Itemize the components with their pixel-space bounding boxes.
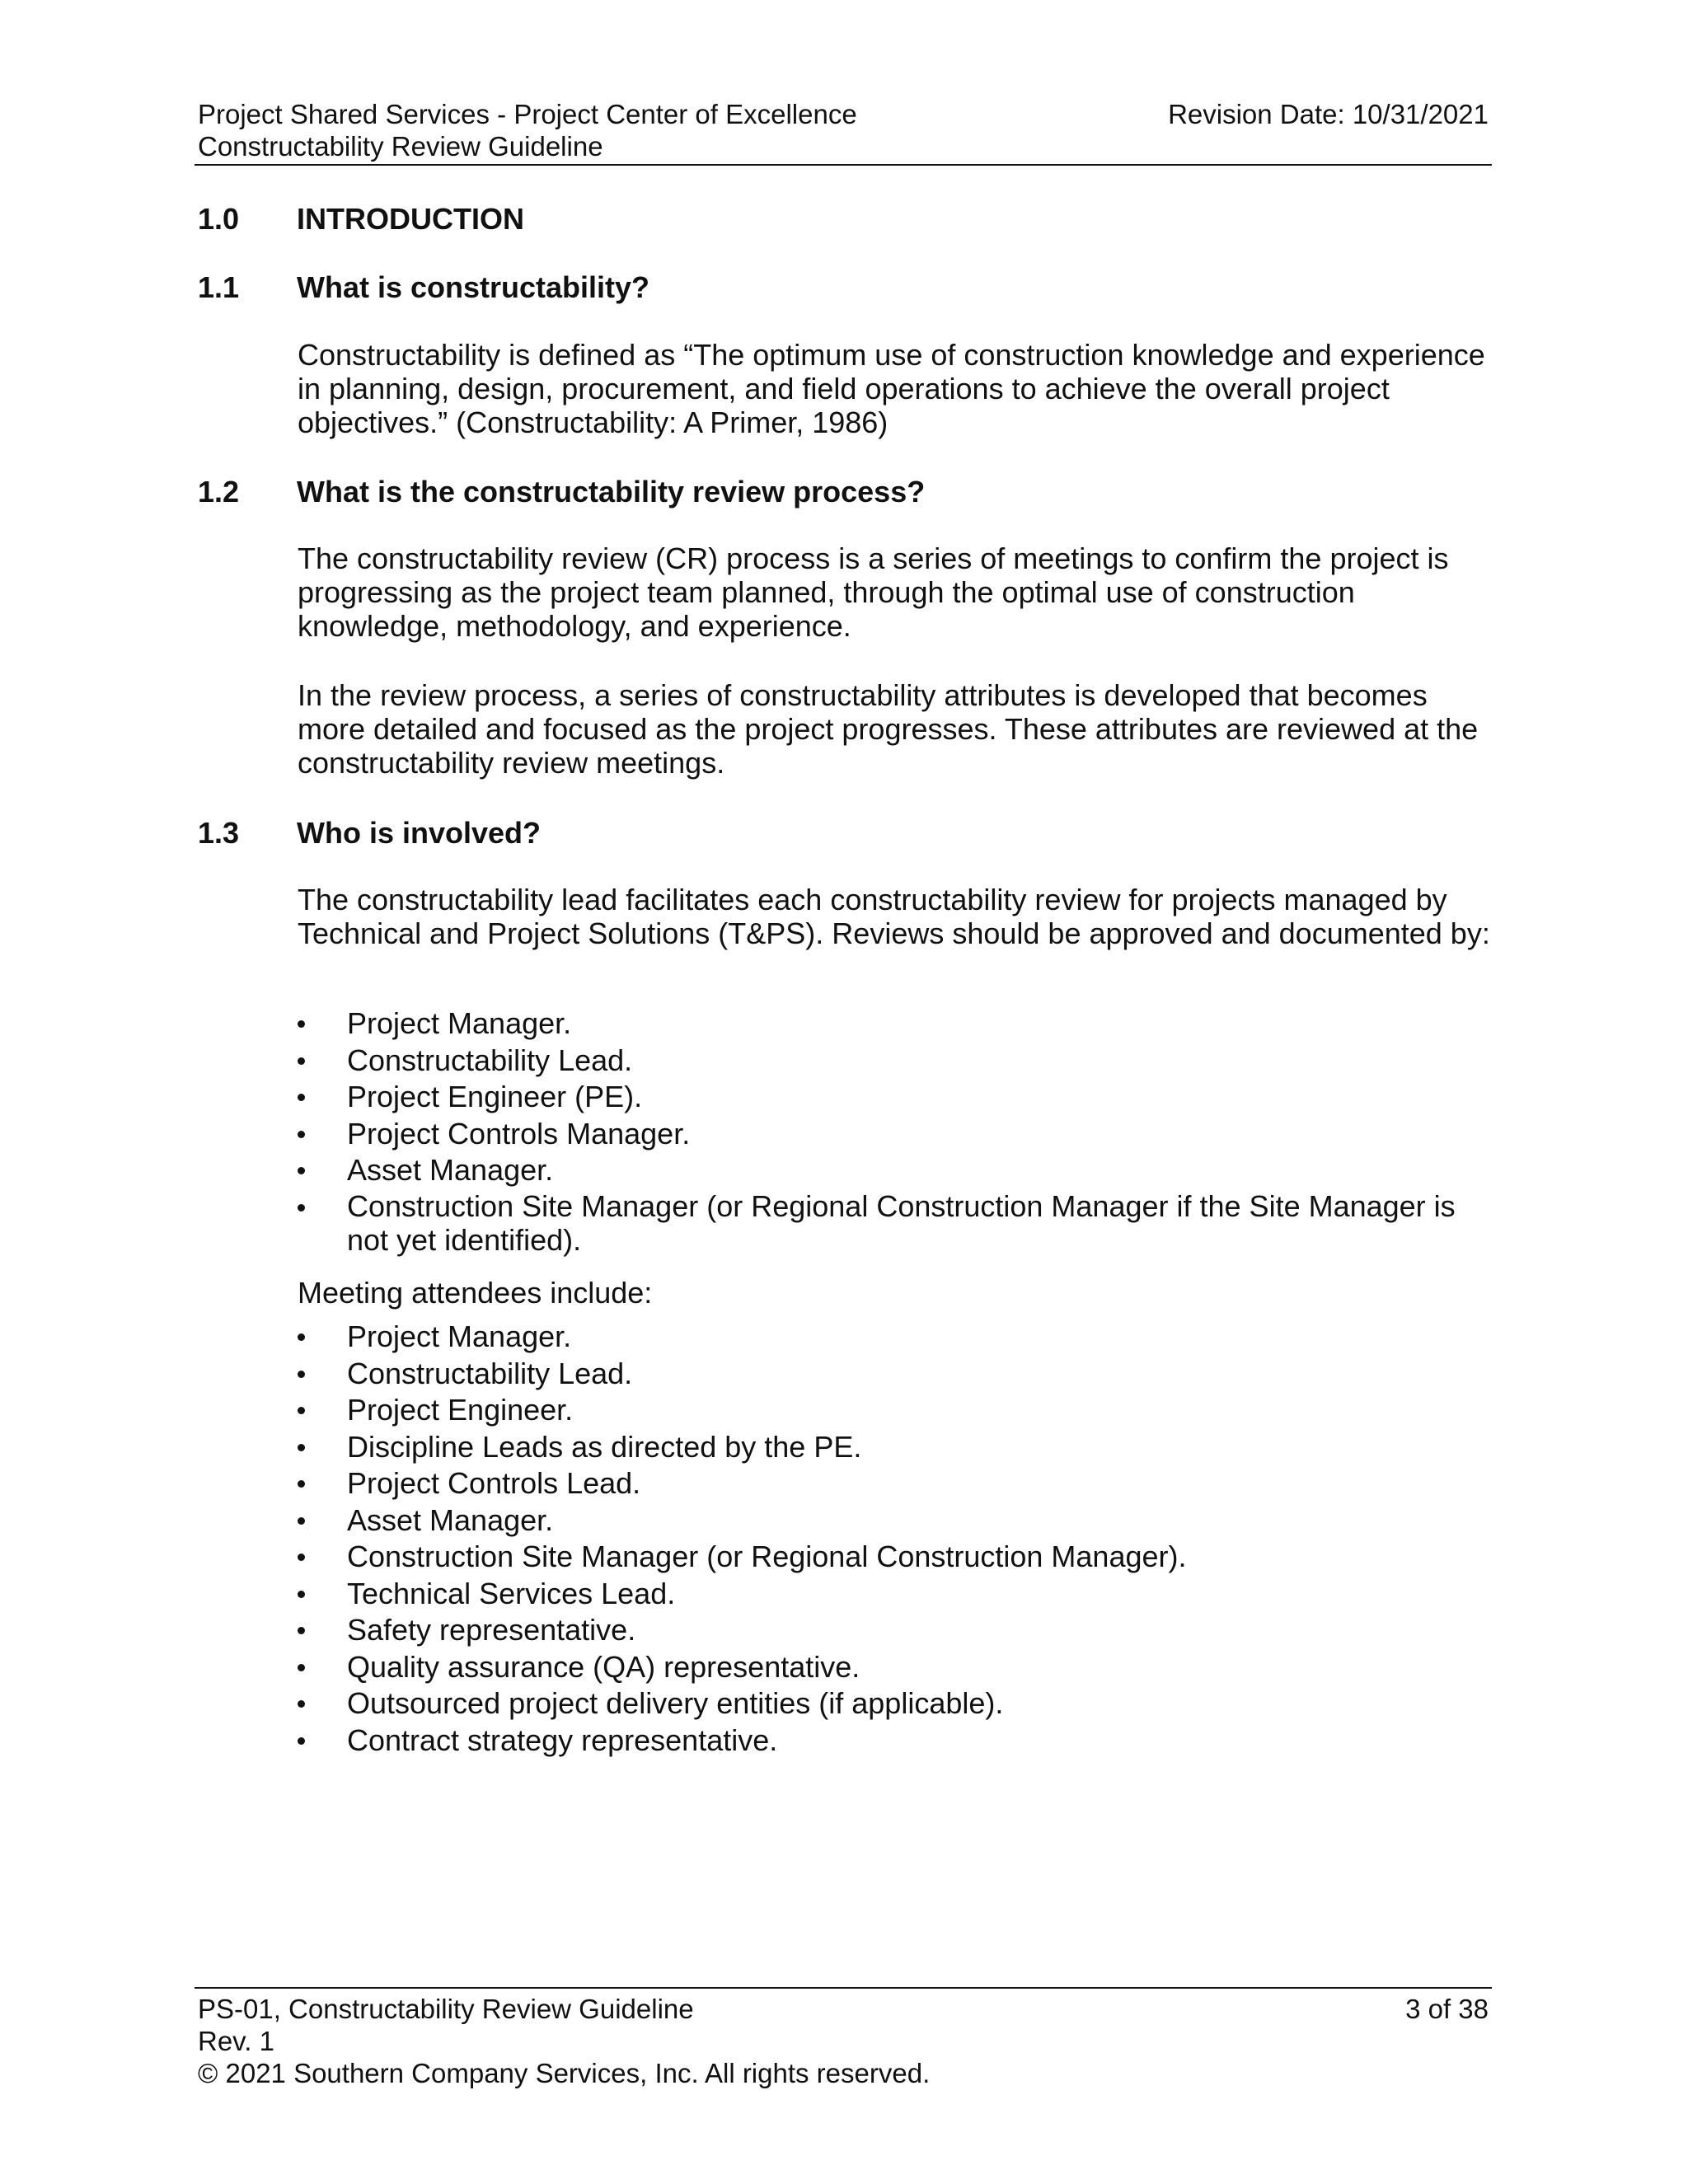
approvers-list bbox=[298, 1005, 1501, 1257]
list-item: Construction Site Manager (or Regional Construction Manager). bbox=[298, 1539, 1501, 1576]
bullet-icon bbox=[298, 1131, 305, 1138]
section-title: Who is involved? bbox=[297, 816, 542, 850]
page-footer bbox=[198, 1993, 1489, 2025]
footer-revision: Rev. 1 bbox=[198, 2026, 274, 2056]
paragraph-constructability-definition: Constructability is defined as “The optimum use of construction knowledge and experience in planning, design, procurement, and field operations to achieve the overall project objectives.” (Constructability: A Primer, 1986) bbox=[298, 338, 1485, 439]
page-header bbox=[198, 98, 1489, 130]
bullet-icon bbox=[298, 1480, 305, 1488]
paragraph-who-involved: The constructability lead facilitates each constructability review for projects managed by Technical and Project Solutions (T&PS). Reviews should be approved and documented by: bbox=[298, 883, 1490, 950]
footer-rule bbox=[195, 1987, 1492, 1989]
bullet-icon bbox=[298, 1371, 305, 1378]
section-title: What is the constructability review process? bbox=[297, 475, 926, 509]
header-rule bbox=[195, 164, 1492, 166]
paragraph-cr-process: The constructability review (CR) process is a series of meetings to confirm the project is progressing as the project team planned, through the optimal use of construction knowledge, methodology, and experience. bbox=[298, 541, 1449, 643]
list-item: Discipline Leads as directed by the PE. bbox=[298, 1429, 1501, 1466]
section-number: 1.2 bbox=[198, 475, 240, 509]
bullet-icon bbox=[298, 1517, 305, 1525]
list-item: Project Manager. bbox=[298, 1005, 1501, 1043]
bullet-icon bbox=[298, 1094, 305, 1101]
footer-doc-id: PS-01, Constructability Review Guideline bbox=[198, 1994, 694, 2024]
section-title: INTRODUCTION bbox=[297, 202, 524, 236]
bullet-icon bbox=[298, 1444, 305, 1451]
header-revision-date: Revision Date: 10/31/2021 bbox=[1168, 99, 1489, 129]
bullet-icon bbox=[298, 1627, 305, 1634]
paragraph-review-attributes: In the review process, a series of constructability attributes is developed that becomes more detailed and focused as the project progresses. These attributes are reviewed at the constructability review meetings. bbox=[298, 678, 1479, 780]
bullet-icon bbox=[298, 1333, 305, 1341]
bullet-icon bbox=[298, 1591, 305, 1598]
bullet-icon bbox=[298, 1204, 305, 1212]
list-item: Constructability Lead. bbox=[298, 1356, 1501, 1393]
bullet-icon bbox=[298, 1554, 305, 1561]
bullet-icon bbox=[298, 1407, 305, 1414]
section-number: 1.3 bbox=[198, 816, 240, 850]
list-item: Outsourced project delivery entities (if applicable). bbox=[298, 1685, 1501, 1722]
section-title: What is constructability? bbox=[297, 270, 650, 304]
list-item: Contract strategy representative. bbox=[298, 1722, 1501, 1760]
list-item: Quality assurance (QA) representative. bbox=[298, 1649, 1501, 1686]
list-item: Project Controls Manager. bbox=[298, 1116, 1501, 1153]
section-number: 1.0 bbox=[198, 202, 240, 236]
bullet-icon bbox=[298, 1020, 305, 1028]
list-item: Project Manager. bbox=[298, 1319, 1501, 1356]
bullet-icon bbox=[298, 1664, 305, 1671]
attendees-list bbox=[298, 1319, 1501, 1759]
list-item: Construction Site Manager (or Regional Construction Manager if the Site Manager is not yet identified). bbox=[298, 1189, 1501, 1257]
list-item: Technical Services Lead. bbox=[298, 1576, 1501, 1613]
bullet-icon bbox=[298, 1057, 305, 1065]
list-item: Project Engineer. bbox=[298, 1392, 1501, 1429]
footer-copyright: © 2021 Southern Company Services, Inc. All rights reserved. bbox=[198, 2058, 931, 2088]
bullet-icon bbox=[298, 1737, 305, 1745]
bullet-icon bbox=[298, 1700, 305, 1708]
page-number: 3 of 38 bbox=[1405, 1994, 1489, 2024]
section-number: 1.1 bbox=[198, 270, 240, 304]
bullet-icon bbox=[298, 1167, 305, 1174]
attendees-label: Meeting attendees include: bbox=[298, 1276, 653, 1310]
list-item: Constructability Lead. bbox=[298, 1043, 1501, 1080]
list-item: Asset Manager. bbox=[298, 1152, 1501, 1189]
list-item: Asset Manager. bbox=[298, 1502, 1501, 1540]
list-item: Project Controls Lead. bbox=[298, 1465, 1501, 1502]
list-item: Project Engineer (PE). bbox=[298, 1079, 1501, 1116]
header-org: Project Shared Services - Project Center of Excellence bbox=[198, 99, 857, 129]
header-doc-title: Constructability Review Guideline bbox=[198, 131, 603, 162]
list-item: Safety representative. bbox=[298, 1612, 1501, 1649]
